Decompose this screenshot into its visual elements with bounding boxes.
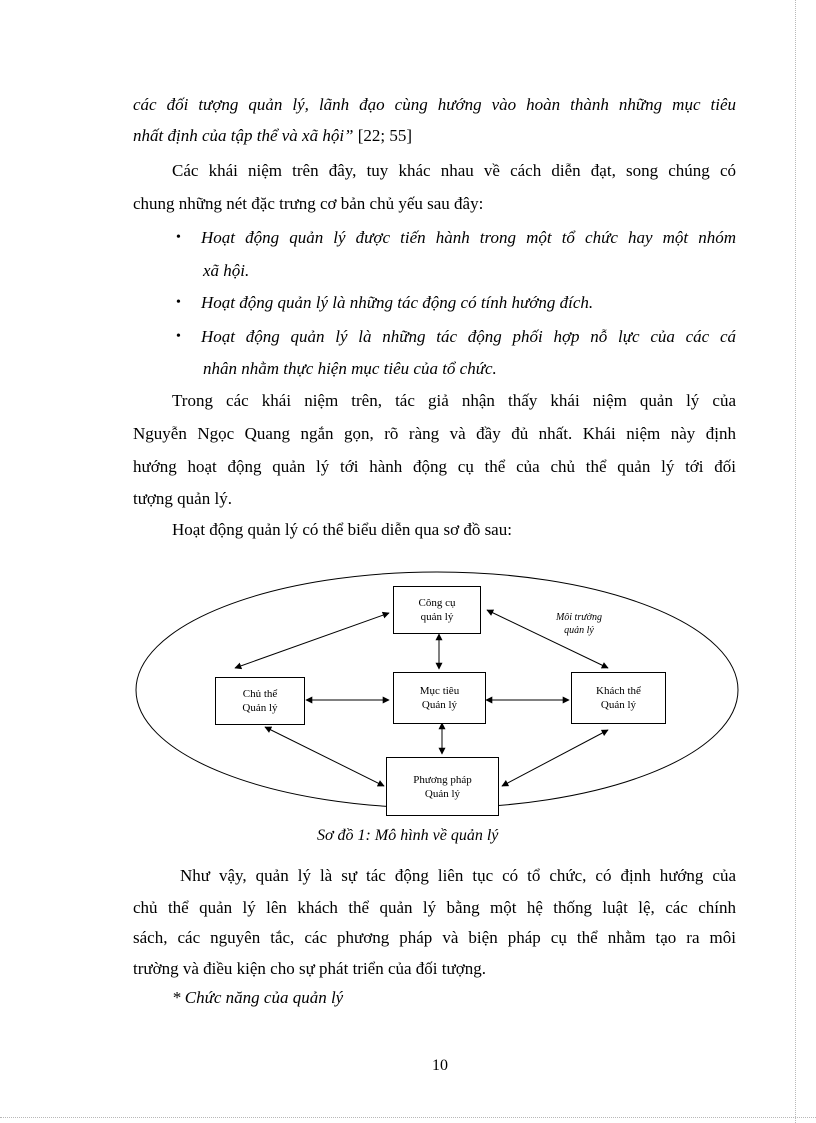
box-management-object [571,672,666,724]
bullet-1-line-1: Hoạt động quản lý được tiến hành trong một tổ chức hay một nhóm [201,228,736,247]
figure-caption: Sơ đồ 1: Mô hình về quản lý [317,827,499,844]
text-line-5: Trong các khái niệm trên, tác giả nhận thấy khái niệm quản lý của [172,391,736,410]
environment-label [541,611,617,637]
box-management-tools-line-1: Công cụ [418,597,456,609]
box-management-subject [215,677,305,725]
quote-end: nhất định của tập thể và xã hội” [133,126,354,145]
box-management-methods [386,757,499,816]
bullet-2-line-1: Hoạt động quản lý là những tác động có tính hướng đích. [201,293,594,312]
text-line-10: Như vậy, quản lý là sự tác động liên tục có tổ chức, có định hướng của [180,866,736,885]
text-line-8: tượng quản lý. [133,489,232,508]
bullet-1-marker: • [176,230,181,245]
text-line-6: Nguyễn Ngọc Quang ngắn gọn, rõ ràng và đầy đủ nhất. Khái niệm này định [133,424,736,443]
text-line-9: Hoạt động quản lý có thể biểu diễn qua sơ đồ sau: [172,520,512,539]
box-management-goal [393,672,486,724]
text-line-7: hướng hoạt động quản lý tới hành động cụ thể của chủ thể quản lý tới đối [133,457,736,476]
text-line-1: các đối tượng quản lý, lãnh đạo cùng hướng vào hoàn thành những mục tiêu [133,95,736,114]
text-line-11: chủ thể quản lý lên khách thể quản lý bằng một hệ thống luật lệ, các chính [133,898,736,917]
box-management-object-line-1: Khách thể [596,685,641,697]
arrow-subject-method [265,727,384,786]
bullet-1-line-2: xã hội. [203,261,250,280]
box-management-subject-line-1: Chủ thể [242,688,278,700]
box-management-tools [393,586,481,634]
arrow-tool-subject [235,613,389,668]
bullet-3-line-1: Hoạt động quản lý là những tác động phối hợp nỗ lực của các cá [201,327,736,346]
box-management-methods-line-1: Phương pháp [413,773,472,786]
box-management-tools-line-2: quản lý [420,611,454,623]
box-management-object-line-2: Quản lý [600,699,637,711]
arrow-object-method [502,730,608,786]
box-management-methods-line-2: Quản lý [424,787,461,800]
text-line-12: sách, các nguyên tắc, các phương pháp và biện pháp cụ thể nhằm tạo ra môi [133,928,736,947]
text-line-13: trường và điều kiện cho sự phát triển của đối tượng. [133,959,486,978]
environment-label-line-2: quản lý [564,625,594,636]
citation: [22; 55] [353,126,413,145]
environment-label-line-1: Môi trường [555,612,603,623]
text-line-3: Các khái niệm trên đây, tuy khác nhau về cách diễn đạt, song chúng có [172,161,736,180]
box-management-subject-line-2: Quản lý [242,702,278,714]
page-number: 10 [432,1057,448,1074]
box-management-goal-line-1: Mục tiêu [419,685,460,697]
box-management-goal-line-2: Quản lý [421,699,458,711]
text-line-4: chung những nét đặc trưng cơ bản chủ yếu sau đây: [133,194,484,213]
bullet-3-marker: • [176,329,181,344]
bullet-2-marker: • [176,295,181,310]
section-heading: * Chức năng của quản lý [172,988,344,1007]
bullet-3-line-2: nhân nhằm thực hiện mục tiêu của tổ chức. [203,359,497,378]
